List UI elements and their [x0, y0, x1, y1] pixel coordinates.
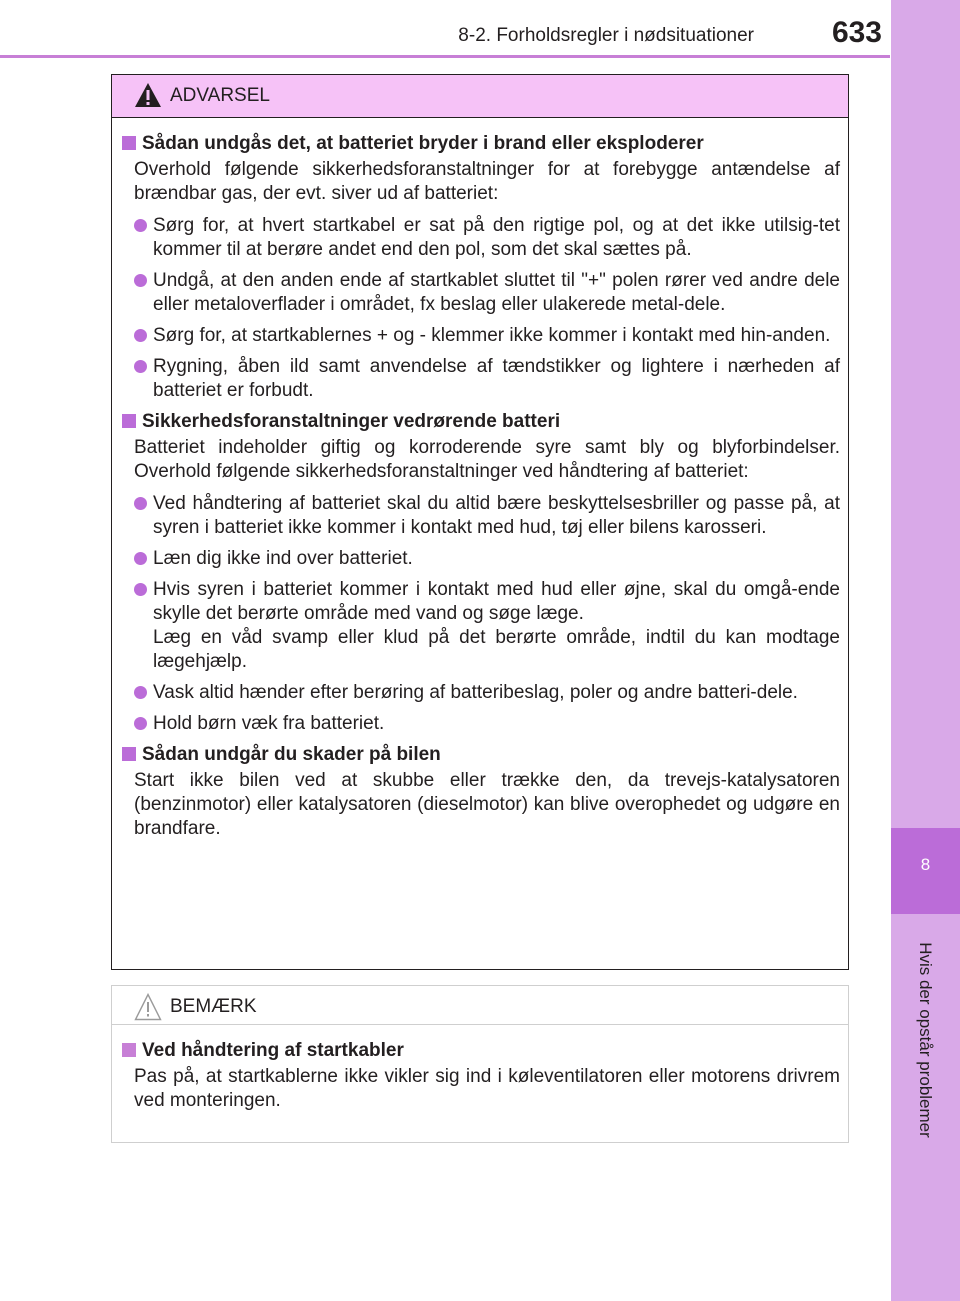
round-bullet-icon	[134, 274, 147, 287]
warning-title: ADVARSEL	[170, 85, 270, 106]
header-divider	[0, 55, 890, 58]
round-bullet-icon	[134, 717, 147, 730]
round-bullet-icon	[134, 219, 147, 232]
section-text: Pas på, at startkablerne ikke vikler sig ind i køleventilatoren eller motorens drivrem ved monteringen.	[134, 1066, 840, 1111]
round-bullet-icon	[134, 583, 147, 596]
round-bullet-icon	[134, 552, 147, 565]
list-item: Sørg for, at hvert startkabel er sat på den rigtige pol, og at det ikke utilsig-tet kommer til at berøre andet end den pol, som det skal sættes på.	[120, 214, 840, 262]
note-title: BEMÆRK	[170, 996, 257, 1017]
section-heading: Ved håndtering af startkabler	[120, 1039, 840, 1063]
caution-triangle-icon	[134, 993, 162, 1021]
section-heading: Sådan undgår du skader på bilen	[120, 743, 840, 767]
section-heading: Sådan undgås det, at batteriet bryder i brand eller eksploderer	[120, 132, 840, 156]
list-item: Hold børn væk fra batteriet.	[120, 712, 840, 736]
chapter-title: Hvis der opstår problemer	[916, 942, 935, 1138]
section-text: Start ikke bilen ved at skubbe eller trække den, da trevejs-katalysatoren (benzinmotor) eller katalysatoren (dieselmotor) kan blive overophedet og udgøre en brandfare.	[134, 770, 840, 839]
note-body	[112, 1025, 848, 1113]
list-item: Læn dig ikke ind over batteriet.	[120, 547, 840, 571]
note-box	[111, 985, 849, 1143]
round-bullet-icon	[134, 686, 147, 699]
round-bullet-icon	[134, 497, 147, 510]
chapter-number: 8	[920, 855, 931, 874]
chapter-side-tab	[891, 0, 960, 1301]
warning-triangle-icon	[134, 82, 162, 108]
section-heading: Sikkerhedsforanstaltninger vedrørende batteri	[120, 410, 840, 434]
round-bullet-icon	[134, 329, 147, 342]
header-section-title: 8-2. Forholdsregler i nødsituationer	[458, 25, 754, 46]
square-bullet-icon	[122, 747, 136, 761]
warning-body	[112, 118, 848, 841]
list-item: Sørg for, at startkablernes + og - klemmer ikke kommer i kontakt med hin-anden.	[120, 324, 840, 348]
list-item: Rygning, åben ild samt anvendelse af tændstikker og lightere i nærheden af batteriet er forbudt.	[120, 355, 840, 403]
section-text: Overhold følgende sikkerhedsforanstaltninger for at forebygge antændelse af brændbar gas, der evt. siver ud af batteriet:	[134, 159, 840, 204]
square-bullet-icon	[122, 136, 136, 150]
list-item: Vask altid hænder efter berøring af batteribeslag, poler og andre batteri-dele.	[120, 681, 840, 705]
section-text: Batteriet indeholder giftig og korroderende syre samt bly og blyforbindelser. Overhold følgende sikkerhedsforanstaltninger ved håndtering af batteriet:	[134, 437, 840, 482]
round-bullet-icon	[134, 360, 147, 373]
warning-header	[112, 75, 848, 118]
list-item: Ved håndtering af batteriet skal du altid bære beskyttelsesbriller og passe på, at syren i batteriet ikke kommer i kontakt med hud, tøj eller bilens karosseri.	[120, 492, 840, 540]
square-bullet-icon	[122, 414, 136, 428]
list-item: Undgå, at den anden ende af startkablet sluttet til "+" polen rører ved andre dele eller metaloverflader i området, fx beslag eller ulakerede metal-dele.	[120, 269, 840, 317]
page-number: 633	[831, 16, 882, 49]
warning-box	[111, 74, 849, 970]
note-header	[112, 986, 848, 1025]
list-item: Hvis syren i batteriet kommer i kontakt med hud eller øjne, skal du omgå-ende skylle det berørte område med vand og søge læge. Læg en våd svamp eller klud på det berørte område, indtil du kan modtage lægehjælp.	[120, 578, 840, 674]
square-bullet-icon	[122, 1043, 136, 1057]
